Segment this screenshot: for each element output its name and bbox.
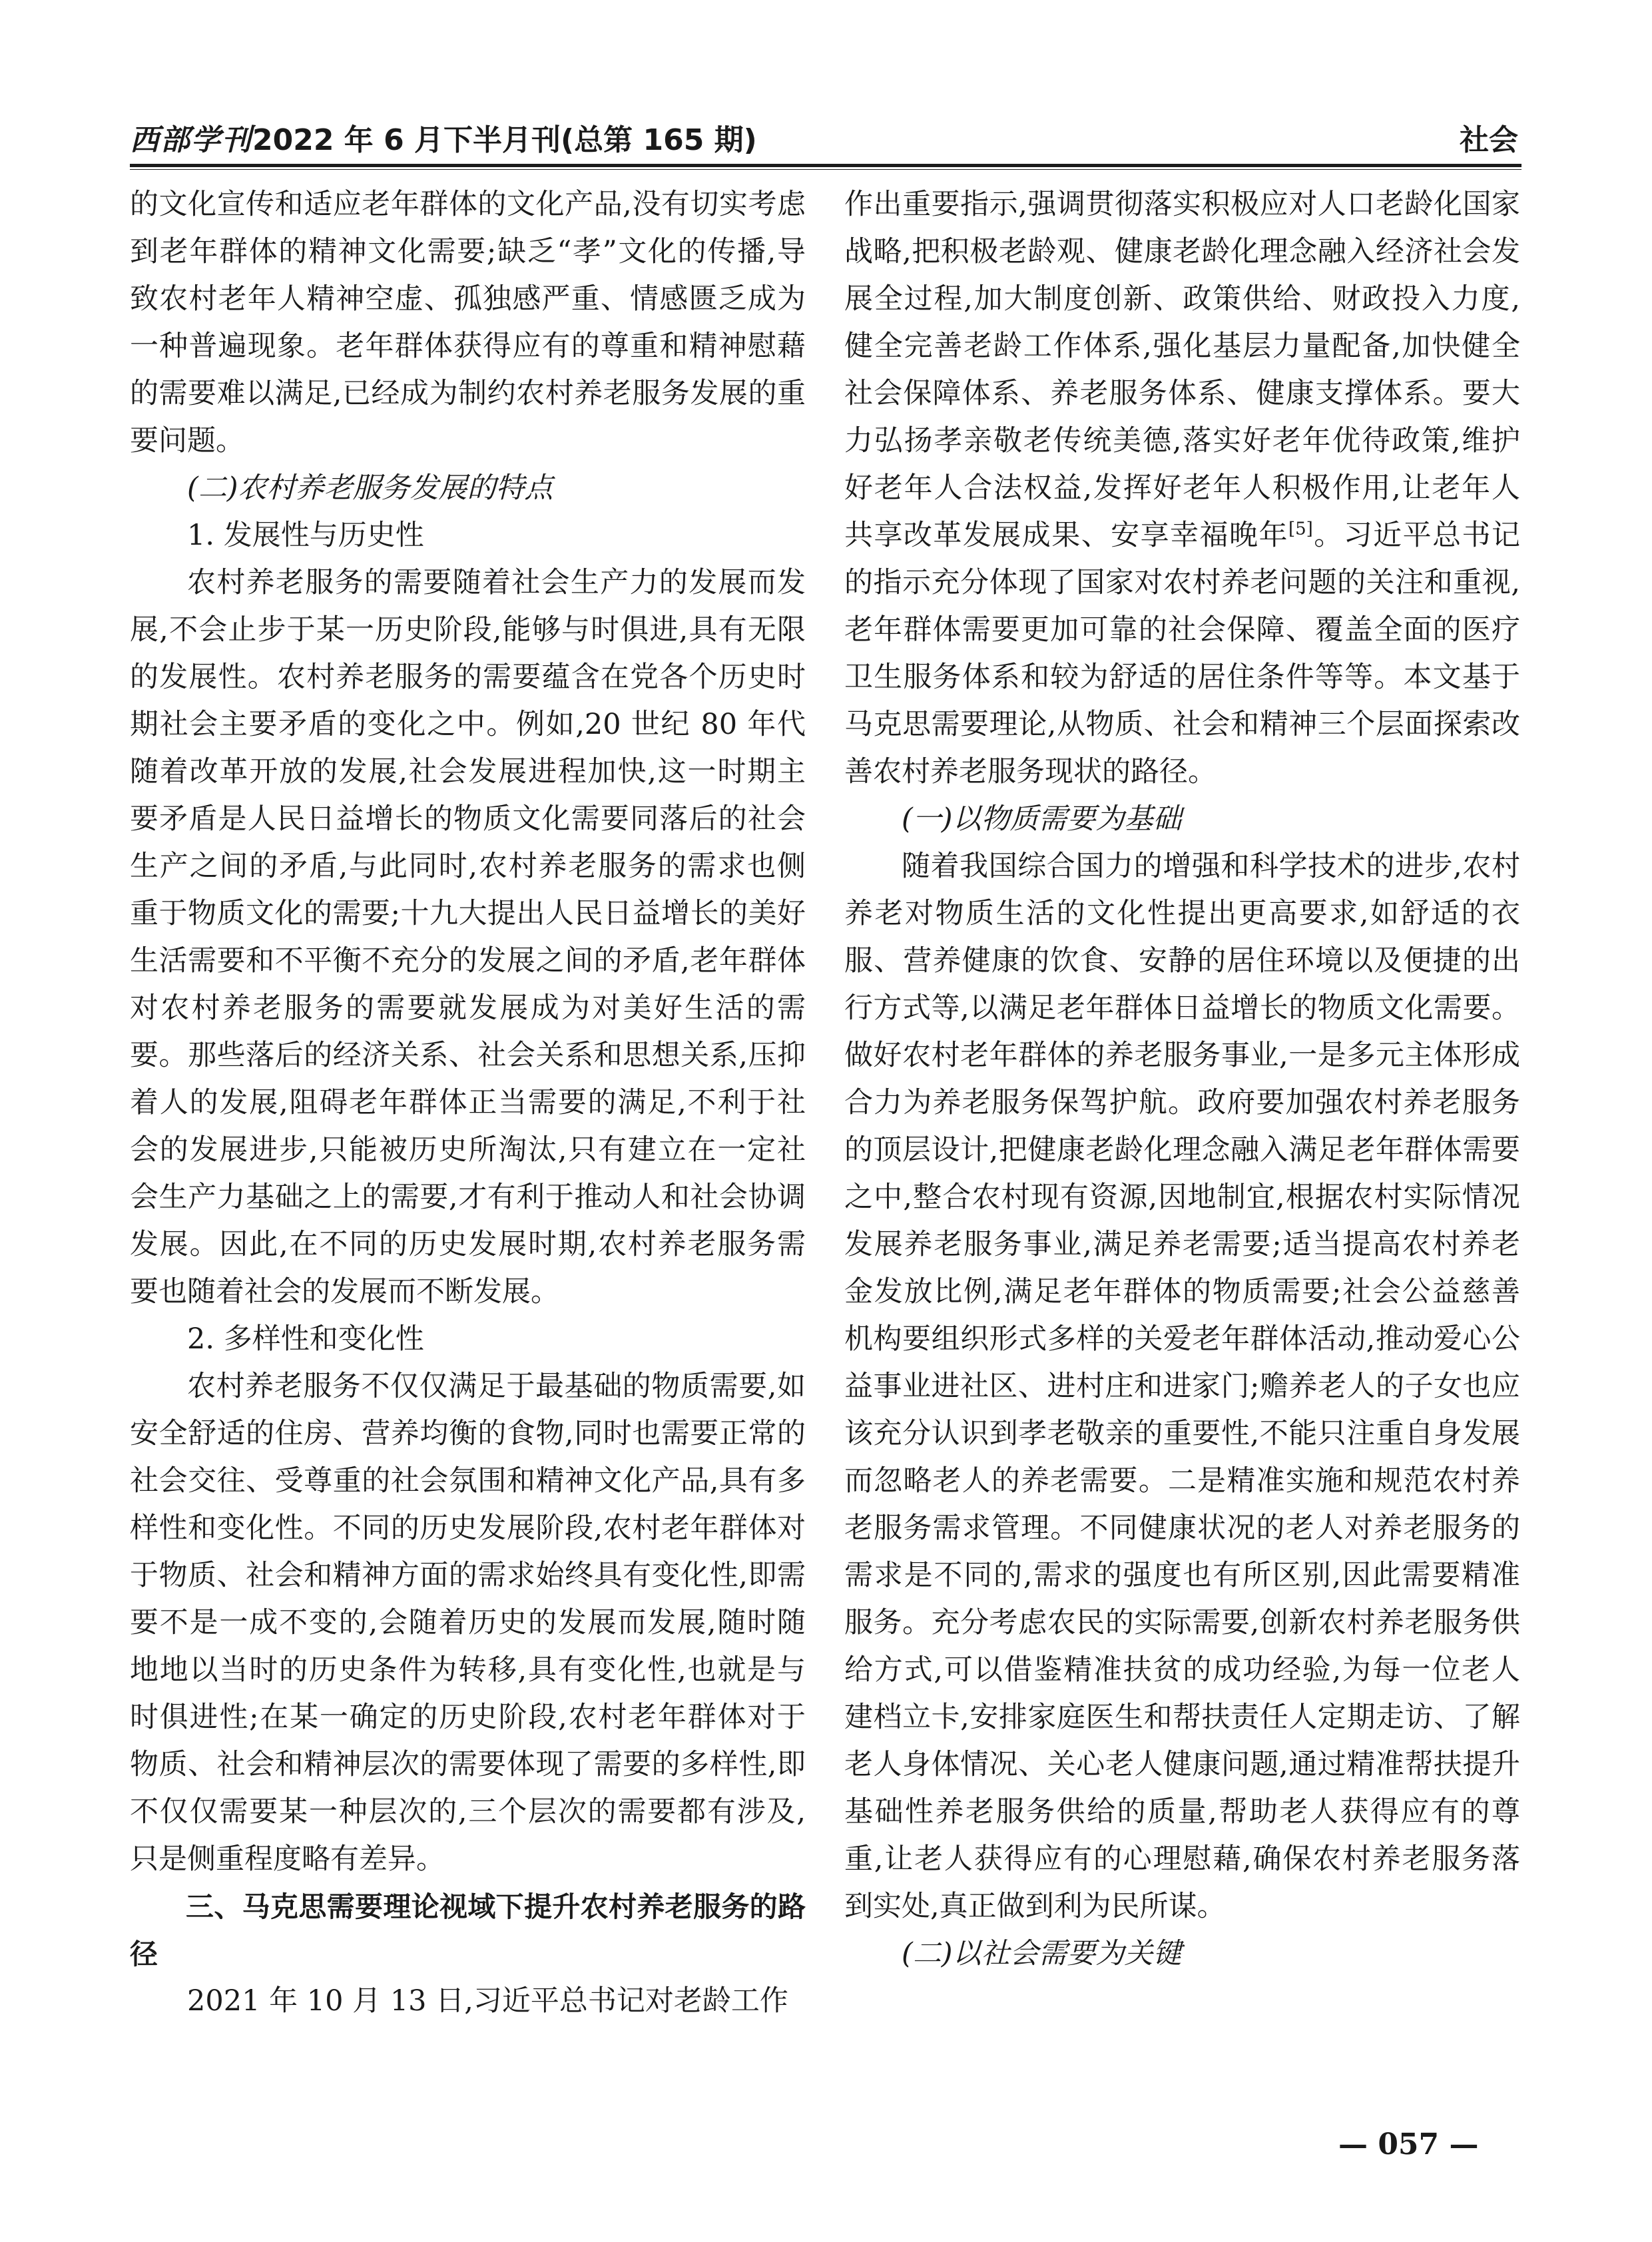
paragraph: 2021 年 10 月 13 日,习近平总书记对老龄工作 bbox=[187, 1984, 788, 2018]
right-column bbox=[844, 181, 1520, 1978]
paragraph-text: 作出重要指示,强调贯彻落实积极应对人口老龄化国家战略,把积极老龄观、健康老龄化理念融入经济社会发展全过程,加大制度创新、政策供给、财政投入力度,健全完善老龄工作体系,强化基层力量配备,加快健全社会保障体系、养老服务体系、健康支撑体系。要大力弘扬孝亲敬老传统美德,落实好老年优待政策,维护好老年人合法权益,发挥好老年人积极作用,让老年人共享改革发展成果、安享幸福晚年 bbox=[844, 188, 1520, 552]
paragraph: 农村养老服务的需要随着社会生产力的发展而发展,不会止步于某一历史阶段,能够与时俱进,具有无限的发展性。农村养老服务的需要蕴含在党各个历史时期社会主要矛盾的变化之中。例如,20 世纪 80 年代随着改革开放的发展,社会发展进程加快,这一时期主要矛盾是人民日益增长的物质文化需要同落后的社会生产之间的矛盾,与此同时,农村养老服务的需求也侧重于物质文化的需要;十九大提出人民日益增长的美好生活需要和不平衡不充分的发展之间的矛盾,老年群体对农村养老服务的需要就发展成为对美好生活的需要。那些落后的经济关系、社会关系和思想关系,压抑着人的发展,阻碍老年群体正当需要的满足,不利于社会的发展进步,只能被历史所淘汰,只有建立在一定社会生产力基础之上的需要,才有利于推动人和社会协调发展。因此,在不同的历史发展时期,农村养老服务需要也随着社会的发展而不断发展。 bbox=[130, 566, 806, 1308]
citation: [5] bbox=[1288, 519, 1313, 539]
header-left bbox=[130, 116, 757, 158]
header-rule bbox=[130, 164, 1521, 167]
subsection-heading: (二)以社会需要为关键 bbox=[902, 1937, 1182, 1970]
section-label: 社会 bbox=[1460, 123, 1518, 157]
left-column bbox=[130, 181, 806, 2025]
journal-logo: 西部学刊 bbox=[130, 123, 252, 157]
running-header bbox=[130, 113, 1518, 160]
paragraph-text: 。习近平总书记的指示充分体现了国家对农村养老问题的关注和重视,老年群体需要更加可靠的社会保障、覆盖全面的医疗卫生服务体系和较为舒适的居住条件等等。本文基于马克思需要理论,从物质、社会和精神三个层面探索改善农村养老服务现状的路径。 bbox=[844, 519, 1521, 788]
subsection-heading: (二)农村养老服务发展的特点 bbox=[187, 471, 553, 505]
paragraph: 的文化宣传和适应老年群体的文化产品,没有切实考虑到老年群体的精神文化需要;缺乏“孝”文化的传播,导致农村老年人精神空虚、孤独感严重、情感匮乏成为一种普遍现象。老年群体获得应有的尊重和精神慰藉的需要难以满足,已经成为制约农村养老服务发展的重要问题。 bbox=[130, 188, 806, 457]
section-heading: 三、马克思需要理论视域下提升农村养老服务的路径 bbox=[130, 1890, 806, 1970]
numbered-heading: 2. 多样性和变化性 bbox=[187, 1322, 424, 1356]
subsection-heading: (一)以物质需要为基础 bbox=[902, 802, 1182, 836]
numbered-heading: 1. 发展性与历史性 bbox=[187, 519, 424, 552]
paragraph: 随着我国综合国力的增强和科学技术的进步,农村养老对物质生活的文化性提出更高要求,如舒适的衣服、营养健康的饮食、安静的居住环境以及便捷的出行方式等,以满足老年群体日益增长的物质文化需要。做好农村老年群体的养老服务事业,一是多元主体形成合力为养老服务保驾护航。政府要加强农村养老服务的顶层设计,把健康老龄化理念融入满足老年群体需要之中,整合农村现有资源,因地制宜,根据农村实际情况发展养老服务事业,满足养老需要;适当提高农村养老金发放比例,满足老年群体的物质需要;社会公益慈善机构要组织形式多样的关爱老年群体活动,推动爱心公益事业进社区、进村庄和进家门;赡养老人的子女也应该充分认识到孝老敬亲的重要性,不能只注重自身发展而忽略老人的养老需要。二是精准实施和规范农村养老服务需求管理。不同健康状况的老人对养老服务的需求是不同的,需求的强度也有所区别,因此需要精准服务。充分考虑农民的实际需要,创新农村养老服务供给方式,可以借鉴精准扶贫的成功经验,为每一位老人建档立卡,安排家庭医生和帮扶责任人定期走访、了解老人身体情况、关心老人健康问题,通过精准帮扶提升基础性养老服务供给的质量,帮助老人获得应有的尊重,让老人获得应有的心理慰藉,确保农村养老服务落到实处,真正做到利为民所谋。 bbox=[844, 850, 1520, 1923]
issue-info: 2022 年 6 月下半月刊(总第 165 期) bbox=[252, 123, 757, 157]
paragraph: 农村养老服务不仅仅满足于最基础的物质需要,如安全舒适的住房、营养均衡的食物,同时也需要正常的社会交往、受尊重的社会氛围和精神文化产品,具有多样性和变化性。不同的历史发展阶段,农村老年群体对于物质、社会和精神方面的需求始终具有变化性,即需要不是一成不变的,会随着历史的发展而发展,随时随地地以当时的历史条件为转移,具有变化性,也就是与时俱进性;在某一确定的历史阶段,农村老年群体对于物质、社会和精神层次的需要体现了需要的多样性,即不仅仅需要某一种层次的,三个层次的需要都有涉及,只是侧重程度略有差异。 bbox=[130, 1370, 806, 1876]
header-rule-thin bbox=[130, 169, 1521, 170]
page-number: — 057 — bbox=[1338, 2127, 1479, 2161]
paragraph bbox=[844, 181, 1520, 796]
